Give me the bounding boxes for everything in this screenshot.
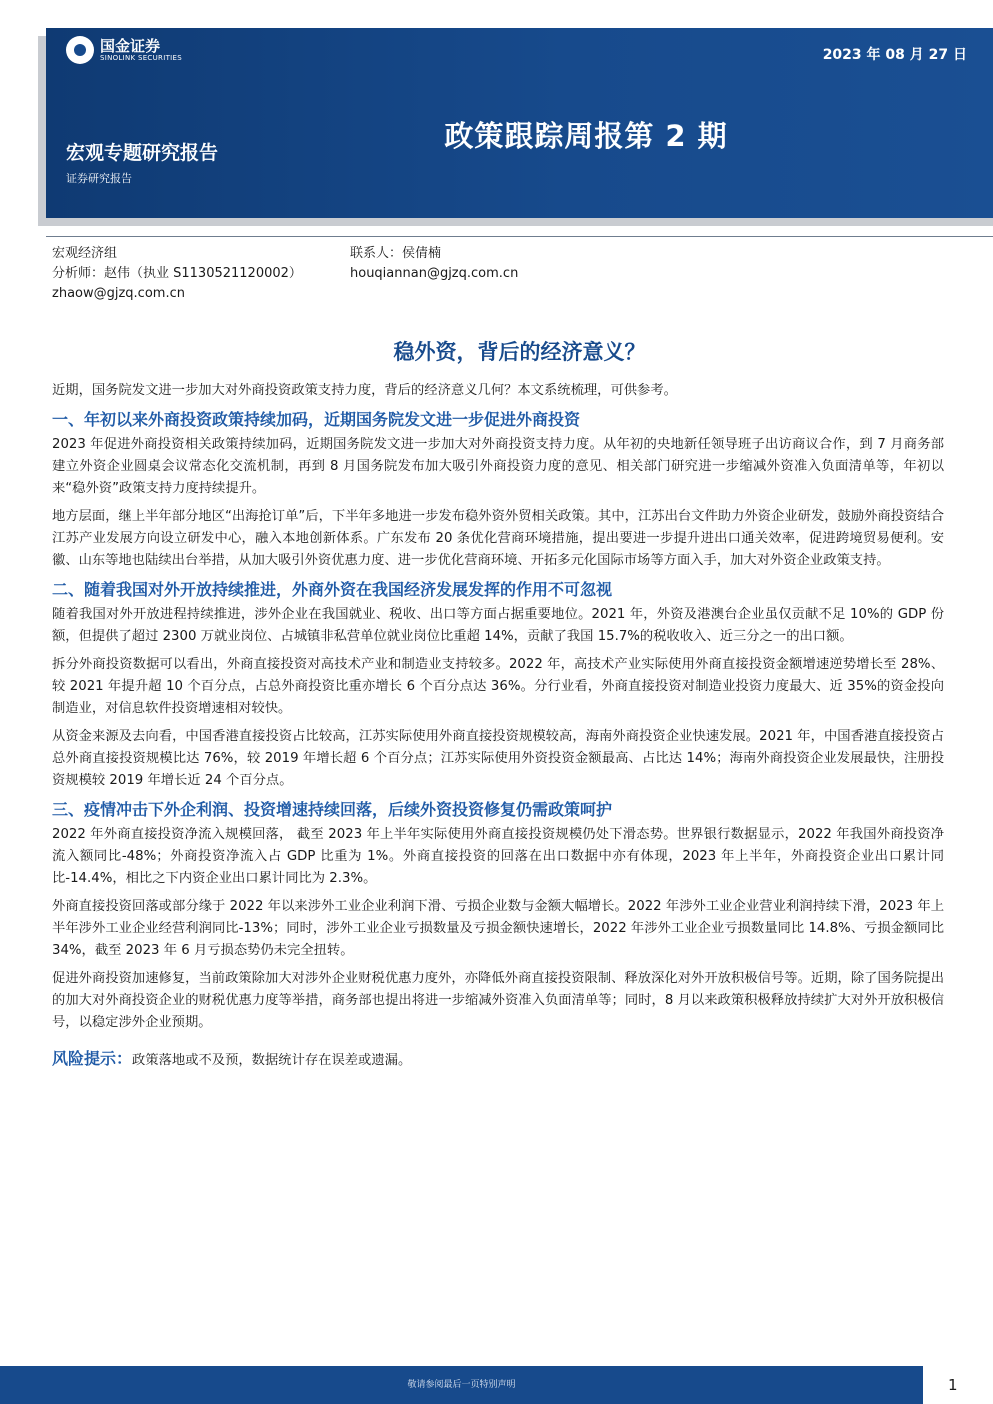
section-heading: 三、疫情冲击下外企利润、投资增速持续回落，后续外资投资修复仍需政策呵护 [52,800,613,819]
divider [46,236,993,237]
logo-name-en: SINOLINK SECURITIES [100,53,182,62]
logo-mark-icon [66,36,94,64]
body-paragraph: 从资金来源及去向看，中国香港直接投资占比较高，江苏实际使用外商直接投资规模较高，海南外商投资企业快速发展。2021 年，中国香港直接投资占总外商直接投资规模比达 76%，较 2019 年增长超 6 个百分点；江苏实际使用外资投资金额最高、占比达 14%；海南外商投资企业发展最快，注册投资规模较 2019 年增长近 24 个百分点。 [52,729,944,788]
article-headline: 稳外资，背后的经济意义？ [393,340,646,364]
footer-notice: 敬请参阅最后一页特别声明 [407,1380,516,1390]
analyst-email[interactable]: zhaow@gjzq.com.cn [52,286,185,301]
report-date: 2023 年 08 月 27 日 [822,47,967,63]
body-paragraph: 2022 年外商直接投资净流入规模回落， 截至 2023 年上半年实际使用外商直接投资规模仍处下滑态势。世界银行数据显示，2022 年我国外商投资净流入额同比-48%；外商投资净流入占 GDP 比重为 1%。外商直接投资的回落在出口数据中亦有体现，2023 年上半年，外商投资企业出口累计同比-14.4%，相比之下内资企业出口累计同比为 2.3%。 [52,827,944,886]
page-number: 1 [948,1376,958,1394]
body-paragraph: 地方层面，继上半年部分地区“出海抢订单”后，下半年多地进一步发布稳外资外贸相关政策。其中，江苏出台文件助力外资企业研发，鼓励外商投资结合江苏产业发展方向设立研发中心，融入本地创新体系。广东发布 20 条优化营商环境措施，提出要进一步提升进出口通关效率，促进跨境贸易便利。安徽、山东等地也陆续出台举措，从加大吸引外资优惠力度、进一步优化营商环境、开拓多元化国际市场等方面入手，加大对外资企业政策支持。 [52,509,944,568]
risk-text: 政策落地或不及预，数据统计存在误差或遗漏。 [132,1053,412,1068]
risk-note [52,1048,944,1072]
report-subtype: 证券研究报告 [66,172,132,185]
body-paragraph: 外商直接投资回落或部分缘于 2022 年以来涉外工业企业利润下滑、亏损企业数与金额大幅增长。2022 年涉外工业企业营业利润持续下滑，2023 年上半年涉外工业企业经营利润同比-13%；同时，涉外工业企业亏损数量及亏损金额快速增长，2022 年涉外工业企业亏损数量同比 14.8%、亏损金额同比 34%，截至 2023 年 6 月亏损态势仍未完全扭转。 [52,899,944,958]
company-logo [66,36,182,64]
body-paragraph: 2023 年促进外商投资相关政策持续加码，近期国务院发文进一步加大对外商投资支持力度。从年初的央地新任领导班子出访商议合作，到 7 月商务部建立外资企业圆桌会议常态化交流机制，再到 8 月国务院发布加大吸引外商投资力度的意见、相关部门研究进一步缩减外资准入负面清单等，年初以来“稳外资”政策支持力度持续提升。 [52,437,944,496]
risk-label: 风险提示： [52,1049,133,1068]
contact-name: 联系人：侯倩楠 [350,246,442,261]
logo-name-cn: 国金证券 [100,36,161,55]
report-type: 宏观专题研究报告 [66,142,219,164]
footer-bar [0,1366,923,1404]
research-group: 宏观经济组 [52,246,118,261]
body-paragraph: 随着我国对外开放进程持续推进，涉外企业在我国就业、税收、出口等方面占据重要地位。2021 年，外资及港澳台企业虽仅贡献不足 10%的 GDP 份额，但提供了超过 2300 万就业岗位、占城镇非私营单位就业岗位比重超 14%，贡献了我国 15.7%的税收收入、近三分之一的出口额。 [52,607,944,644]
section-heading: 二、随着我国对外开放持续推进，外商外资在我国经济发展发挥的作用不可忽视 [52,580,613,599]
report-banner [46,28,993,218]
section-heading: 一、年初以来外商投资政策持续加码，近期国务院发文进一步促进外商投资 [52,410,581,429]
analyst-name: 分析师：赵伟（执业 S1130521120002） [52,266,302,281]
body-paragraph: 拆分外商投资数据可以看出，外商直接投资对高技术产业和制造业支持较多。2022 年，高技术产业实际使用外商直接投资金额增速逆势增长至 28%、较 2021 年提升超 10 个百分点，占总外商投资比重亦增长 6 个百分点达 36%。分行业看，外商直接投资对制造业投资力度最大、近 35%的资金投向制造业，对信息软件投资增速相对较快。 [52,657,944,716]
report-title: 政策跟踪周报第 2 期 [444,119,728,153]
article-body [52,380,944,1072]
intro-paragraph: 近期，国务院发文进一步加大对外商投资政策支持力度，背后的经济意义几何？本文系统梳理，可供参考。 [52,383,677,398]
body-paragraph: 促进外商投资加速修复，当前政策除加大对涉外企业财税优惠力度外，亦降低外商直接投资限制、释放深化对外开放积极信号等。近期，除了国务院提出的加大对外商投资企业的财税优惠力度等举措，商务部也提出将进一步缩减外资准入负面清单等；同时，8 月以来政策积极释放持续扩大对外开放积极信号，以稳定涉外企业预期。 [52,971,944,1030]
contact-email[interactable]: houqiannan@gjzq.com.cn [350,266,519,281]
